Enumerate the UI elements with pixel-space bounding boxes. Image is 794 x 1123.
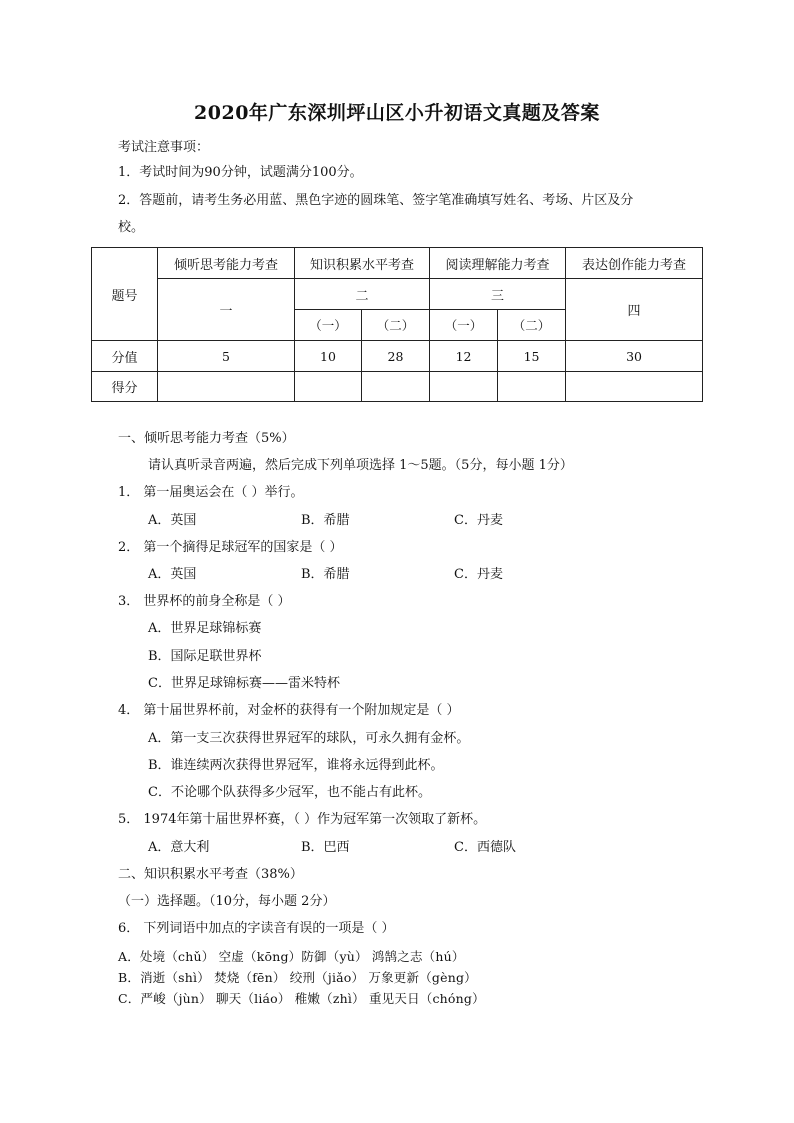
header-fenzhi: 分值 — [92, 341, 158, 372]
q3-stem: 3． 世界杯的前身全称是（ ） — [118, 594, 291, 609]
notice-heading: 考试注意事项： — [118, 140, 210, 155]
q4-stem: 4． 第十届世界杯前，对金杯的获得有一个附加规定是（ ） — [118, 703, 460, 718]
section-2-name: 知识积累水平考查 — [295, 248, 430, 279]
q5-stem: 5． 1974年第十届世界杯赛，（ ）作为冠军第一次领取了新杯。 — [118, 812, 487, 827]
q2-option-b[interactable]: B．希腊 — [301, 567, 350, 582]
score-table — [91, 247, 703, 402]
part2-sub1: （一）选择题。（10分，每小题 2分） — [118, 894, 336, 909]
part1-heading: 一、倾听思考能力考查（5%） — [118, 431, 295, 446]
q1-option-c[interactable]: C．丹麦 — [454, 513, 503, 528]
q4-option-b[interactable]: B．谁连续两次获得世界冠军，谁将永远得到此杯。 — [148, 758, 444, 773]
q6-stem: 6． 下列词语中加点的字读音有误的一项是（ ） — [118, 921, 395, 936]
q3-option-c[interactable]: C．世界足球锦标赛——雷米特杯 — [148, 676, 340, 691]
score-cell-2-1[interactable] — [295, 372, 362, 402]
header-tihao: 题号 — [92, 248, 158, 341]
q2-option-c[interactable]: C．丹麦 — [454, 567, 503, 582]
section-1-number: 一 — [158, 279, 295, 341]
points-1: 5 — [158, 341, 295, 372]
document-title: 2020年广东深圳坪山区小升初语文真题及答案 — [194, 102, 600, 124]
points-2-1: 10 — [295, 341, 362, 372]
q1-stem: 1． 第一届奥运会在（ ）举行。 — [118, 485, 304, 500]
score-cell-3-2[interactable] — [498, 372, 566, 402]
part2-heading: 二、知识积累水平考查（38%） — [118, 867, 303, 882]
q4-option-c[interactable]: C．不论哪个队获得多少冠军，也不能占有此杯。 — [148, 785, 431, 800]
q1-option-b[interactable]: B．希腊 — [301, 513, 350, 528]
q6-option-c[interactable]: C．严峻（jùn） 聊天（liáo） 稚嫩（zhì） 重见天日（chóng） — [118, 991, 485, 1006]
points-3-2: 15 — [498, 341, 566, 372]
section-4-number: 四 — [566, 279, 703, 341]
notice-item-2-line-2: 校。 — [118, 220, 145, 235]
section-1-name: 倾听思考能力考查 — [158, 248, 295, 279]
score-cell-3-1[interactable] — [430, 372, 498, 402]
part1-instruction: 请认真听录音两遍，然后完成下列单项选择 1～5题。（5分，每小题 1分） — [148, 458, 573, 473]
score-cell-2-2[interactable] — [362, 372, 430, 402]
section-2-number: 二 — [295, 279, 430, 310]
score-cell-1[interactable] — [158, 372, 295, 402]
section-3-name: 阅读理解能力考查 — [430, 248, 566, 279]
q2-option-a[interactable]: A．英国 — [148, 567, 197, 582]
q5-option-b[interactable]: B．巴西 — [301, 840, 350, 855]
sub-2-2: （二） — [362, 310, 430, 341]
sub-2-1: （一） — [295, 310, 362, 341]
points-4: 30 — [566, 341, 703, 372]
notice-item-2-line-1: 2．答题前，请考生务必用蓝、黑色字迹的圆珠笔、签字笔准确填写姓名、考场、片区及分 — [118, 193, 634, 208]
sub-3-1: （一） — [430, 310, 498, 341]
points-3-1: 12 — [430, 341, 498, 372]
q4-option-a[interactable]: A．第一支三次获得世界冠军的球队，可永久拥有金杯。 — [148, 731, 470, 746]
section-3-number: 三 — [430, 279, 566, 310]
q5-option-a[interactable]: A．意大利 — [148, 840, 210, 855]
q6-option-a[interactable]: A．处境（chǔ） 空虚（kōng）防御（yù） 鸿鹄之志（hú） — [118, 949, 465, 964]
section-4-name: 表达创作能力考查 — [566, 248, 703, 279]
header-defen: 得分 — [92, 372, 158, 402]
q6-option-b[interactable]: B．消逝（shì） 焚烧（fēn） 绞刑（jiǎo） 万象更新（gèng） — [118, 970, 477, 985]
notice-item-1: 1．考试时间为90分钟，试题满分100分。 — [118, 165, 363, 180]
points-2-2: 28 — [362, 341, 430, 372]
q1-option-a[interactable]: A．英国 — [148, 513, 197, 528]
sub-3-2: （二） — [498, 310, 566, 341]
score-cell-4[interactable] — [566, 372, 703, 402]
q3-option-b[interactable]: B．国际足联世界杯 — [148, 649, 262, 664]
q3-option-a[interactable]: A．世界足球锦标赛 — [148, 621, 262, 636]
q5-option-c[interactable]: C．西德队 — [454, 840, 516, 855]
q2-stem: 2． 第一个摘得足球冠军的国家是（ ） — [118, 540, 343, 555]
